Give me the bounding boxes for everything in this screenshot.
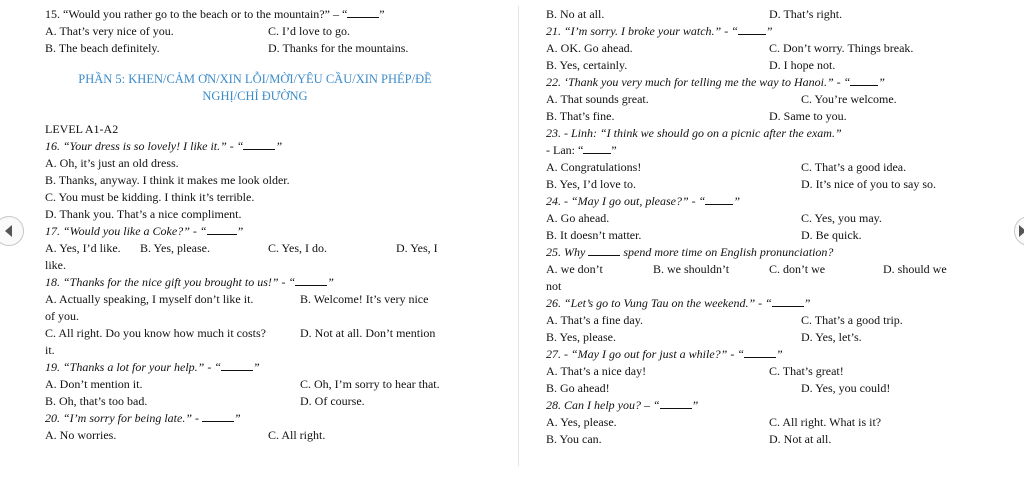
option-b: B. The beach definitely.	[45, 41, 160, 55]
option-d: D. Same to you.	[769, 109, 847, 123]
answer-blank	[207, 223, 237, 235]
option-b: B. Yes, please.	[140, 241, 211, 255]
option-a: A. Don’t mention it.	[45, 377, 143, 391]
answer-blank	[221, 359, 253, 371]
question-end: ”	[275, 139, 283, 153]
section-title-line-2: NGHỊ/CHỈ ĐƯỜNG	[202, 89, 308, 103]
section-title	[35, 71, 475, 105]
option-a: A. OK. Go ahead.	[546, 41, 633, 55]
option-c: C. All right. Do you know how much it costs?	[45, 326, 266, 340]
chevron-right-icon	[1019, 225, 1024, 237]
question-19	[45, 359, 455, 376]
level-label: LEVEL A1-A2	[45, 122, 119, 136]
answer-blank	[660, 397, 692, 409]
option-c: C. Yes, you may.	[801, 211, 882, 225]
question-stem: 16. “Your dress is so lovely! I like it.” - “	[45, 139, 244, 153]
option-d: D. should we	[883, 262, 947, 276]
answer-blank	[772, 295, 804, 307]
option-a: A. That sounds great.	[546, 92, 649, 106]
option-b: B. Oh, that’s too bad.	[45, 394, 148, 408]
option-d: D. Not at all. Don’t mention	[300, 326, 436, 340]
question-end: ”	[234, 411, 241, 425]
speaker-lan: - Lan: “	[546, 143, 584, 157]
question-stem: 25. Why	[546, 245, 586, 259]
option-c: C. You’re welcome.	[801, 92, 897, 106]
option-c: C. That’s a good idea.	[801, 160, 907, 174]
option-c: C. That’s great!	[769, 364, 844, 378]
question-end: ”	[611, 143, 617, 157]
chevron-left-icon	[5, 225, 12, 237]
question-stem: 20. “I’m sorry for being late.” -	[45, 411, 202, 425]
answer-blank	[583, 142, 611, 154]
previous-page-button[interactable]	[0, 216, 24, 246]
question-end: ”	[253, 360, 260, 374]
option-a: A. we don’t	[546, 262, 603, 276]
right-column	[546, 6, 961, 448]
option-d: D. Yes, let’s.	[801, 330, 862, 344]
answer-blank	[744, 346, 776, 358]
next-page-button[interactable]	[1014, 216, 1024, 246]
option-d: D. Thank you. That’s a nice compliment.	[45, 207, 242, 221]
option-b: B. Go ahead!	[546, 381, 610, 395]
question-stem: 23. - Linh: “I think we should go on a picnic after the exam.”	[546, 126, 842, 140]
option-c: C. Yes, I do.	[268, 241, 328, 255]
option-a: A. That’s very nice of you.	[45, 24, 174, 38]
option-a: A. Go ahead.	[546, 211, 610, 225]
answer-blank	[243, 138, 275, 150]
question-28	[546, 397, 961, 414]
question-stem: 22. ‘Thank you very much for telling me the way to Hanoi.” - “	[546, 75, 851, 89]
question-end: ”	[691, 398, 699, 412]
question-end: ”	[878, 75, 885, 89]
option-b: B. we shouldn’t	[653, 262, 730, 276]
option-d: D. I hope not.	[769, 58, 836, 72]
option-c: C. I’d love to go.	[268, 24, 350, 38]
question-end: ”	[733, 194, 741, 208]
question-stem: 24. - “May I go out, please?” - “	[546, 194, 706, 208]
option-c: C. You must be kidding. I think it’s terrible.	[45, 190, 255, 204]
option-c: C. All right. What is it?	[769, 415, 882, 429]
question-stem: 15. “Would you rather go to the beach or to the mountain?” – “	[45, 7, 348, 21]
option-a-continued: not	[546, 279, 562, 293]
question-23-response	[546, 142, 961, 159]
level-heading	[45, 121, 455, 138]
option-d: D. It’s nice of you to say so.	[801, 177, 936, 191]
option-d: D. Yes, I	[396, 241, 438, 255]
answer-blank	[705, 193, 733, 205]
option-b: B. Thanks, anyway. I think it makes me look older.	[45, 173, 290, 187]
question-22	[546, 74, 961, 91]
option-a: A. That’s a fine day.	[546, 313, 643, 327]
question-end: ”	[327, 275, 334, 289]
option-b: B. Yes, please.	[546, 330, 617, 344]
question-18	[45, 274, 455, 291]
option-d-continued: it.	[45, 343, 55, 357]
answer-blank	[347, 6, 379, 18]
question-stem: 26. “Let’s go to Vung Tau on the weekend.” - “	[546, 296, 772, 310]
option-d: D. Be quick.	[801, 228, 862, 242]
question-17	[45, 223, 455, 240]
option-a: A. Congratulations!	[546, 160, 642, 174]
answer-blank	[295, 274, 327, 286]
option-d: D. Of course.	[300, 394, 365, 408]
option-b: B. No at all.	[546, 7, 605, 21]
question-end: ”	[765, 24, 773, 38]
option-b: B. Yes, certainly.	[546, 58, 628, 72]
option-c: C. Don’t worry. Things break.	[769, 41, 914, 55]
left-column	[45, 6, 455, 444]
answer-blank	[588, 244, 620, 256]
question-end: ”	[803, 296, 811, 310]
option-d: D. That’s right.	[769, 7, 843, 21]
question-stem: 28. Can I help you? – “	[546, 398, 660, 412]
option-b: B. Welcome! It’s very nice	[300, 292, 429, 306]
question-26	[546, 295, 961, 312]
option-d: D. Thanks for the mountains.	[268, 41, 409, 55]
question-16	[45, 138, 455, 155]
option-d: D. Yes, you could!	[801, 381, 891, 395]
option-a: A. Oh, it’s just an old dress.	[45, 156, 179, 170]
option-a: A. Yes, please.	[546, 415, 617, 429]
question-end: ”	[776, 347, 783, 361]
option-b-continued: of you.	[45, 309, 79, 323]
option-d-continued: like.	[45, 258, 66, 272]
option-c: C. That’s a good trip.	[801, 313, 903, 327]
option-a: A. Yes, I’d like.	[45, 241, 121, 255]
option-c: C. Oh, I’m sorry to hear that.	[300, 377, 440, 391]
answer-blank	[202, 410, 234, 422]
column-divider	[518, 6, 519, 466]
answer-blank	[738, 23, 766, 35]
question-stem: 27. - “May I go out for just a while?” - “	[546, 347, 745, 361]
answer-blank	[850, 74, 878, 86]
question-stem: 17. “Would you like a Coke?” - “	[45, 224, 207, 238]
option-c: C. All right.	[268, 428, 326, 442]
question-15	[45, 6, 455, 23]
option-b: B. You can.	[546, 432, 602, 446]
option-c: C. don’t we	[769, 262, 826, 276]
option-b: B. Yes, I’d love to.	[546, 177, 637, 191]
question-stem: 18. “Thanks for the nice gift you brought to us!” - “	[45, 275, 296, 289]
question-24	[546, 193, 961, 210]
option-b: B. It doesn’t matter.	[546, 228, 642, 242]
option-a: A. That’s a nice day!	[546, 364, 647, 378]
question-23	[546, 125, 961, 142]
question-end: ”	[236, 224, 244, 238]
question-20	[45, 410, 455, 427]
question-end: ”	[379, 7, 385, 21]
section-title-line-1: PHẦN 5: KHEN/CẢM ƠN/XIN LỖI/MỜI/YÊU CẦU/XIN PHÉP/ĐỀ	[78, 72, 432, 86]
question-stem: 21. “I’m sorry. I broke your watch.” - “	[546, 24, 738, 38]
option-d: D. Not at all.	[769, 432, 832, 446]
option-a: A. No worries.	[45, 428, 117, 442]
question-25	[546, 244, 961, 261]
options-row	[45, 40, 455, 57]
options-row	[45, 23, 455, 40]
question-21	[546, 23, 961, 40]
question-stem: 19. “Thanks a lot for your help.” - “	[45, 360, 222, 374]
option-b: B. That’s fine.	[546, 109, 615, 123]
question-stem-end: spend more time on English pronunciation?	[623, 245, 834, 259]
option-a: A. Actually speaking, I myself don’t like it.	[45, 292, 254, 306]
question-27	[546, 346, 961, 363]
